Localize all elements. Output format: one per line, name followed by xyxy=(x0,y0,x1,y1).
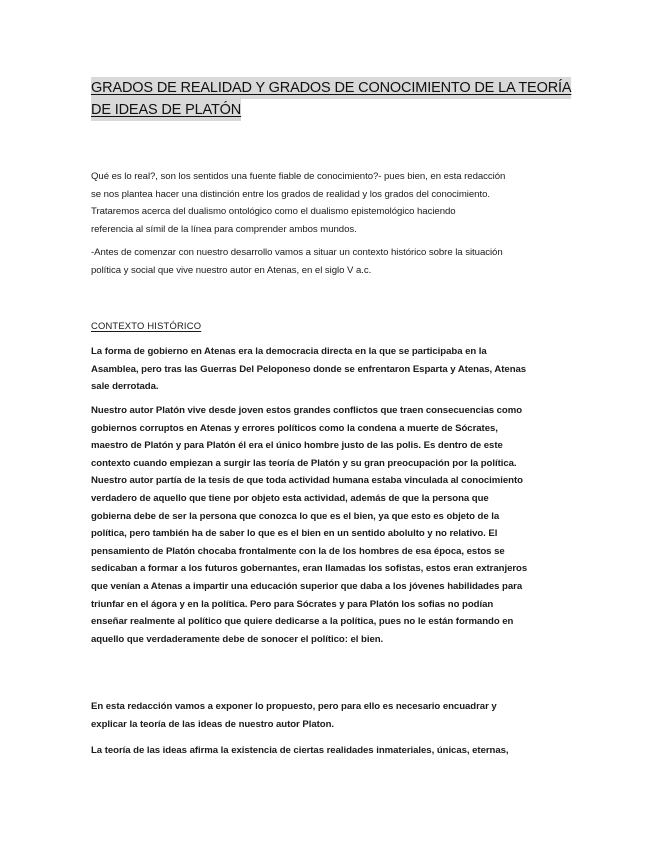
text-line: política y social que vive nuestro autor en Atenas, en el siglo V a.c. xyxy=(91,264,372,276)
text-line: se nos plantea hacer una distinción entre los grados de realidad y los grados del conocimiento. xyxy=(91,188,490,200)
text-line: pensamiento de Platón chocaba frontalmente con la de los hombres de esa época, estos se xyxy=(91,545,505,557)
context-paragraph xyxy=(91,244,571,279)
text-line: La teoría de las ideas afirma la existencia de ciertas realidades inmateriales, únicas, eternas, xyxy=(91,745,509,756)
title-line-2: DE IDEAS DE PLATÓN xyxy=(91,99,241,121)
text-line: Nuestro autor Platón vive desde joven estos grandes conflictos que traen consecuencias como xyxy=(91,405,523,416)
text-line: Qué es lo real?, son los sentidos una fuente fiable de conocimiento?- pues bien, en esta redacción xyxy=(91,171,506,182)
text-line: sedicaban a formar a los futuros gobernantes, eran llamadas los sofistas, estos eran extranjeros xyxy=(91,563,528,575)
text-line: verdadero de aquello que tiene por objeto esta actividad, además de que la persona que xyxy=(91,492,489,504)
plato-paragraph xyxy=(91,402,571,648)
text-line: triunfar en el ágora y en la política. Pero para Sócrates y para Platón los sofias no podían xyxy=(91,598,494,610)
text-line: contexto cuando empiezan a surgir las teoría de Platón y su gran preocupación por la política. xyxy=(91,457,517,469)
text-line: La forma de gobierno en Atenas era la democracia directa en la que se participaba en la xyxy=(91,346,487,357)
title-line-1: GRADOS DE REALIDAD Y GRADOS DE CONOCIMIENTO DE LA TEORÍA xyxy=(91,77,571,99)
text-line: aquello que verdaderamente debe de sonocer el político: el bien. xyxy=(91,633,384,645)
government-paragraph xyxy=(91,343,571,396)
text-line: explicar la teoría de las ideas de nuestro autor Platon. xyxy=(91,718,334,730)
text-line: -Antes de comenzar con nuestro desarrollo vamos a situar un contexto histórico sobre la situación xyxy=(91,247,503,258)
text-line: referencia al símil de la línea para comprender ambos mundos. xyxy=(91,223,357,235)
text-line: En esta redacción vamos a exponer lo propuesto, pero para ello es necesario encuadrar y xyxy=(91,701,497,712)
text-line: enseñar realmente al político que quiere dedicarse a la política, pues no le están formando en xyxy=(91,616,514,628)
exposition-paragraph xyxy=(91,698,571,733)
text-line: política, pero también ha de saber lo que es el bien en un sentido abolulto y no relativo. El xyxy=(91,528,498,540)
text-line: que venían a Atenas a impartir una educación superior que daba a los jóvenes habilidades para xyxy=(91,580,523,592)
text-line: maestro de Platón y para Platón él era el único hombre justo de las polis. Es dentro de este xyxy=(91,440,503,452)
text-line: Trataremos acerca del dualismo ontológico como el dualismo epistemológico haciendo xyxy=(91,206,456,218)
text-line: Nuestro autor partía de la tesis de que toda actividad humana estaba vinculada al conocimiento xyxy=(91,475,523,487)
ideas-paragraph xyxy=(91,742,571,760)
document-title xyxy=(91,77,571,121)
text-line: sale derrotada. xyxy=(91,381,159,393)
intro-paragraph xyxy=(91,168,571,238)
text-line: Asamblea, pero tras las Guerras Del Peloponeso donde se enfrentaron Esparta y Atenas, Atenas xyxy=(91,363,527,375)
text-line: gobiernos corruptos en Atenas y errores políticos como la condena a muerte de Sócrates, xyxy=(91,422,498,434)
text-line: gobierna debe de ser la persona que conozca lo que es el bien, ya que esto es objeto de la xyxy=(91,510,500,522)
section-heading: CONTEXTO HISTÓRICO xyxy=(91,320,202,331)
